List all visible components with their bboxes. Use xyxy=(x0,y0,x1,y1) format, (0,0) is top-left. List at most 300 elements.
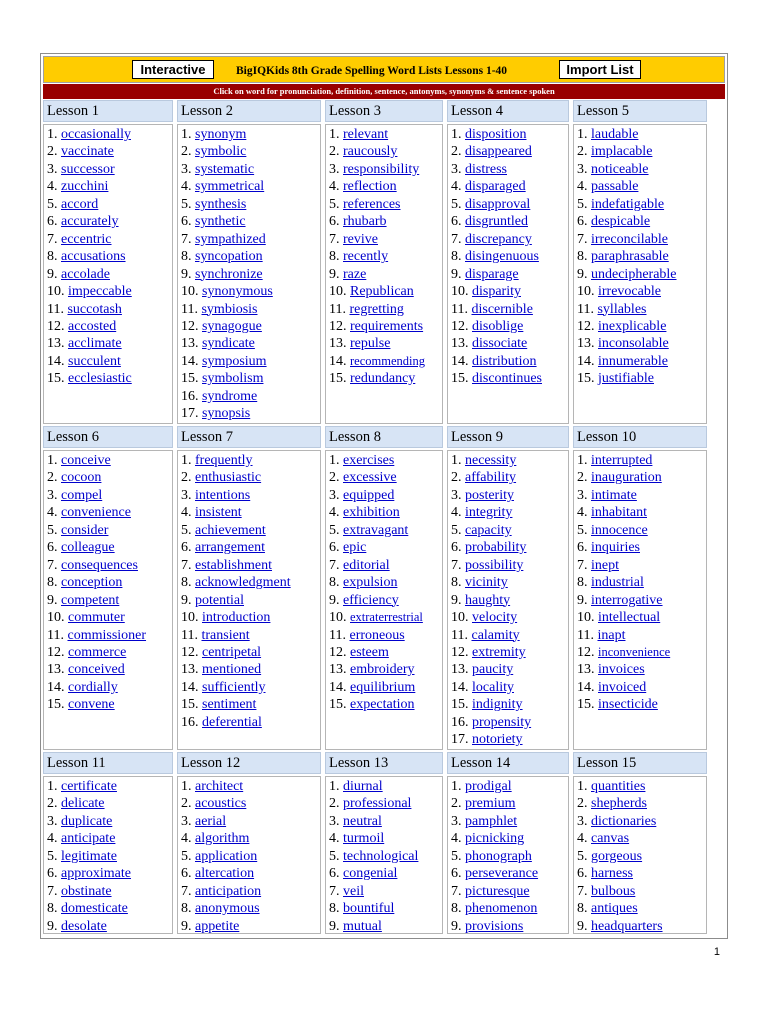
word-number: 7. xyxy=(47,231,61,247)
spelling-word-link[interactable]: bountiful xyxy=(343,901,395,917)
spelling-word-link[interactable]: deferential xyxy=(202,714,262,730)
spelling-word-link[interactable]: interrogative xyxy=(591,592,663,608)
spelling-word-link[interactable]: invoices xyxy=(598,662,645,678)
word-number: 2. xyxy=(47,470,61,486)
spelling-word-link[interactable]: potential xyxy=(195,592,244,608)
spelling-word-link[interactable]: anticipate xyxy=(61,831,116,847)
spelling-word-link[interactable]: inquiries xyxy=(591,540,640,556)
word-number: 9. xyxy=(181,266,195,282)
spelling-word-link[interactable]: expectation xyxy=(350,697,415,713)
spelling-word-link[interactable]: esteem xyxy=(350,644,389,660)
spelling-word-link[interactable]: distribution xyxy=(472,353,537,369)
spelling-word-link[interactable]: intentions xyxy=(195,487,251,503)
word-number: 11. xyxy=(181,627,202,643)
spelling-word-link[interactable]: accord xyxy=(61,196,99,212)
import-list-button[interactable]: Import List xyxy=(559,60,641,79)
word-list-item xyxy=(451,178,526,195)
spelling-word-link[interactable]: sufficiently xyxy=(202,679,266,695)
word-list-item xyxy=(181,696,256,713)
spelling-word-link[interactable]: innumerable xyxy=(598,353,668,369)
spelling-word-link[interactable]: acclimate xyxy=(68,336,122,352)
spelling-word-link[interactable]: probability xyxy=(465,540,527,556)
spelling-word-link[interactable]: symposium xyxy=(202,353,267,369)
spelling-word-link[interactable]: consequences xyxy=(61,557,138,573)
spelling-word-link[interactable]: disposition xyxy=(465,127,527,142)
word-number: 15. xyxy=(47,697,68,713)
spelling-word-link[interactable]: epic xyxy=(343,540,367,556)
spelling-word-link[interactable]: altercation xyxy=(195,866,255,882)
word-list-item xyxy=(577,848,642,865)
word-list-item xyxy=(47,126,131,143)
word-list-item xyxy=(329,883,364,900)
spelling-word-link[interactable]: inconsolable xyxy=(598,336,669,352)
spelling-word-link[interactable]: introduction xyxy=(202,610,271,626)
spelling-word-link[interactable]: mutual xyxy=(343,918,382,934)
spelling-word-link[interactable]: synthesis xyxy=(195,196,247,212)
spelling-word-link[interactable]: exercises xyxy=(343,453,395,468)
spelling-word-link[interactable]: intellectual xyxy=(598,610,661,626)
spelling-word-link[interactable]: propensity xyxy=(472,714,532,730)
spelling-word-link[interactable]: establishment xyxy=(195,557,272,573)
spelling-word-link[interactable]: distress xyxy=(465,161,507,177)
word-list-item xyxy=(181,452,253,469)
lesson-word-list xyxy=(177,450,321,750)
word-list-item xyxy=(181,266,263,283)
spelling-word-link[interactable]: commerce xyxy=(68,644,127,660)
spelling-word-link[interactable]: phenomenon xyxy=(465,901,538,917)
spelling-word-link[interactable]: Republican xyxy=(350,284,414,300)
spelling-word-link[interactable]: phonograph xyxy=(465,848,532,864)
spelling-word-link[interactable]: responsibility xyxy=(343,161,420,177)
spelling-word-link[interactable]: rhubarb xyxy=(343,214,387,230)
word-list-item xyxy=(451,283,521,300)
word-number: 8. xyxy=(329,901,343,917)
spelling-word-link[interactable]: competent xyxy=(61,592,120,608)
spelling-word-link[interactable]: successor xyxy=(61,161,115,177)
spelling-word-link[interactable]: colleague xyxy=(61,540,115,556)
spelling-word-link[interactable]: arrangement xyxy=(195,540,265,556)
spelling-word-link[interactable]: anticipation xyxy=(195,883,262,899)
spelling-word-link[interactable]: discernible xyxy=(471,301,533,317)
spelling-word-link[interactable]: compel xyxy=(61,487,103,503)
spelling-word-link[interactable]: relevant xyxy=(343,127,389,142)
word-number: 14. xyxy=(47,679,68,695)
spelling-word-link[interactable]: interrupted xyxy=(591,453,653,468)
word-number: 7. xyxy=(329,883,343,899)
word-number: 1. xyxy=(181,127,195,142)
spelling-word-link[interactable]: antiques xyxy=(591,901,638,917)
spelling-word-link[interactable]: indignity xyxy=(472,697,523,713)
spelling-word-link[interactable]: symbolism xyxy=(202,371,264,387)
word-list-item xyxy=(577,696,658,713)
word-number: 13. xyxy=(181,662,202,678)
spelling-word-link[interactable]: veil xyxy=(343,883,364,899)
spelling-word-link[interactable]: disgruntled xyxy=(465,214,528,230)
spelling-word-link[interactable]: conception xyxy=(61,575,123,591)
spelling-word-link[interactable]: equilibrium xyxy=(350,679,416,695)
spelling-word-link[interactable]: posterity xyxy=(465,487,514,503)
spelling-word-link[interactable]: frequently xyxy=(195,453,253,468)
word-list-item xyxy=(451,557,523,574)
word-list-item xyxy=(329,318,423,335)
spelling-word-link[interactable]: synchronize xyxy=(195,266,263,282)
word-list-item xyxy=(47,778,117,795)
word-number: 12. xyxy=(329,644,350,660)
spelling-word-link[interactable]: discrepancy xyxy=(465,231,532,247)
spelling-word-link[interactable]: haughty xyxy=(465,592,511,608)
word-number: 9. xyxy=(47,918,61,934)
word-number: 4. xyxy=(577,505,591,521)
spelling-word-link[interactable]: extravagant xyxy=(343,522,409,538)
lesson-word-list xyxy=(43,450,173,750)
word-list-item xyxy=(451,522,512,539)
spelling-word-link[interactable]: professional xyxy=(343,796,412,812)
word-number: 9. xyxy=(329,592,343,608)
word-number: 2. xyxy=(181,144,195,160)
word-number: 7. xyxy=(47,883,61,899)
spelling-word-link[interactable]: revive xyxy=(343,231,378,247)
spelling-word-link[interactable]: harness xyxy=(591,866,633,882)
spelling-word-link[interactable]: dictionaries xyxy=(591,813,657,829)
spelling-word-link[interactable]: extraterrestrial xyxy=(350,610,423,625)
spelling-word-link[interactable]: disparaged xyxy=(465,179,526,195)
spelling-word-link[interactable]: locality xyxy=(472,679,514,695)
spelling-word-link[interactable]: vicinity xyxy=(465,575,508,591)
spelling-word-link[interactable]: disingenuous xyxy=(465,249,539,265)
spelling-word-link[interactable]: irrevocable xyxy=(598,284,661,300)
spelling-word-link[interactable]: syncopation xyxy=(195,249,263,265)
spelling-word-link[interactable]: delicate xyxy=(61,796,105,812)
word-list-item xyxy=(329,661,415,678)
spelling-word-link[interactable]: legitimate xyxy=(61,848,117,864)
spelling-word-link[interactable]: zucchini xyxy=(61,179,109,195)
spelling-word-link[interactable]: innocence xyxy=(591,522,648,538)
spelling-word-link[interactable]: industrial xyxy=(591,575,644,591)
spelling-word-link[interactable]: acknowledgment xyxy=(195,575,291,591)
spelling-word-link[interactable]: necessity xyxy=(465,453,517,468)
lesson-word-list xyxy=(325,776,443,934)
word-list-item xyxy=(329,469,397,486)
word-list-item xyxy=(181,795,246,812)
spelling-word-link[interactable]: capacity xyxy=(465,522,512,538)
spelling-word-link[interactable]: enthusiastic xyxy=(195,470,262,486)
word-number: 1. xyxy=(451,779,465,794)
word-list-item xyxy=(181,161,254,178)
word-list-item xyxy=(181,504,242,521)
spelling-word-link[interactable]: possibility xyxy=(465,557,524,573)
spelling-word-link[interactable]: impeccable xyxy=(68,284,132,300)
spelling-word-link[interactable]: prodigal xyxy=(465,779,512,794)
spelling-word-link[interactable]: achievement xyxy=(195,522,266,538)
spelling-word-link[interactable]: inhabitant xyxy=(591,505,647,521)
word-number: 11. xyxy=(577,301,598,317)
spelling-word-link[interactable]: accosted xyxy=(68,318,117,334)
spelling-word-link[interactable]: expulsion xyxy=(343,575,398,591)
word-number: 4. xyxy=(47,505,61,521)
word-list-item xyxy=(329,196,401,213)
word-list-item xyxy=(181,830,249,847)
word-list-item xyxy=(181,248,263,265)
spelling-word-link[interactable]: inauguration xyxy=(591,470,662,486)
spelling-word-link[interactable]: intimate xyxy=(591,487,637,503)
word-number: 9. xyxy=(329,918,343,934)
spelling-word-link[interactable]: justifiable xyxy=(598,371,654,387)
spelling-word-link[interactable]: accurately xyxy=(61,214,119,230)
word-number: 9. xyxy=(47,592,61,608)
spelling-word-link[interactable]: headquarters xyxy=(591,918,663,934)
spelling-word-link[interactable]: mentioned xyxy=(202,662,262,678)
word-number: 7. xyxy=(329,231,343,247)
spelling-word-link[interactable]: centripetal xyxy=(202,644,262,660)
spelling-word-link[interactable]: picnicking xyxy=(465,831,525,847)
word-list-item xyxy=(47,353,121,370)
word-number: 2. xyxy=(329,144,343,160)
word-list-item xyxy=(181,318,262,335)
spelling-word-link[interactable]: inexplicable xyxy=(598,318,667,334)
spelling-word-link[interactable]: disparity xyxy=(472,284,521,300)
spelling-word-link[interactable]: picturesque xyxy=(465,883,530,899)
word-list-item xyxy=(329,848,418,865)
spelling-word-link[interactable]: requirements xyxy=(350,318,424,334)
spelling-word-link[interactable]: regretting xyxy=(349,301,404,317)
word-list-item xyxy=(47,696,115,713)
spelling-word-link[interactable]: insecticide xyxy=(598,697,658,713)
word-number: 8. xyxy=(451,901,465,917)
spelling-word-link[interactable]: anonymous xyxy=(195,901,260,917)
spelling-word-link[interactable]: transient xyxy=(201,627,250,643)
spelling-word-link[interactable]: quantities xyxy=(591,779,646,794)
spelling-word-link[interactable]: exhibition xyxy=(343,505,400,521)
spelling-word-link[interactable]: discontinues xyxy=(472,371,542,387)
spelling-word-link[interactable]: approximate xyxy=(61,866,131,882)
spelling-word-link[interactable]: neutral xyxy=(343,813,382,829)
spelling-word-link[interactable]: vaccinate xyxy=(61,144,114,160)
spelling-word-link[interactable]: succulent xyxy=(68,353,121,369)
word-list-item xyxy=(47,301,122,318)
word-number: 14. xyxy=(329,353,350,369)
word-list-item xyxy=(451,883,530,900)
spelling-word-link[interactable]: symbiosis xyxy=(201,301,258,317)
spelling-word-link[interactable]: canvas xyxy=(591,831,630,847)
spelling-word-link[interactable]: excessive xyxy=(343,470,397,486)
spelling-word-link[interactable]: certificate xyxy=(61,779,117,794)
word-list-item xyxy=(181,126,246,143)
spelling-word-link[interactable]: integrity xyxy=(465,505,513,521)
word-list-item xyxy=(451,813,517,830)
spelling-word-link[interactable]: symmetrical xyxy=(195,179,265,195)
spelling-word-link[interactable]: synopsis xyxy=(202,406,251,422)
spelling-word-link[interactable]: provisions xyxy=(465,918,524,934)
spelling-word-link[interactable]: disoblige xyxy=(472,318,524,334)
spelling-word-link[interactable]: bulbous xyxy=(591,883,636,899)
word-list-item xyxy=(329,231,378,248)
spelling-word-link[interactable]: synthetic xyxy=(195,214,246,230)
spelling-word-link[interactable]: pamphlet xyxy=(465,813,518,829)
spelling-word-link[interactable]: sentiment xyxy=(202,697,257,713)
spelling-word-link[interactable]: domesticate xyxy=(61,901,128,917)
word-number: 15. xyxy=(47,371,68,387)
spelling-word-link[interactable]: recommending xyxy=(350,353,425,368)
spelling-word-link[interactable]: syndicate xyxy=(202,336,255,352)
word-list-item xyxy=(577,539,640,556)
spelling-word-link[interactable]: cordially xyxy=(68,679,118,695)
spelling-word-link[interactable]: calamity xyxy=(471,627,520,643)
spelling-word-link[interactable]: extremity xyxy=(472,644,526,660)
spelling-word-link[interactable]: systematic xyxy=(195,161,255,177)
spelling-word-link[interactable]: laudable xyxy=(591,127,639,142)
word-list-item xyxy=(451,848,532,865)
lesson-header: Lesson 7 xyxy=(177,426,321,448)
spelling-word-link[interactable]: raze xyxy=(343,266,367,282)
spelling-word-link[interactable]: duplicate xyxy=(61,813,113,829)
spelling-word-link[interactable]: implacable xyxy=(591,144,653,160)
spelling-word-link[interactable]: succotash xyxy=(67,301,122,317)
spelling-word-link[interactable]: equipped xyxy=(343,487,395,503)
spelling-word-link[interactable]: redundancy xyxy=(350,371,416,387)
word-number: 9. xyxy=(577,266,591,282)
word-list-item xyxy=(451,213,528,230)
spelling-word-link[interactable]: symbolic xyxy=(195,144,247,160)
lesson-word-list xyxy=(43,776,173,934)
spelling-word-link[interactable]: affability xyxy=(465,470,517,486)
word-list-item xyxy=(47,370,132,387)
spelling-word-link[interactable]: reflection xyxy=(343,179,397,195)
word-list-item xyxy=(577,918,663,935)
word-list-item xyxy=(329,900,394,917)
spelling-word-link[interactable]: notoriety xyxy=(472,732,523,748)
spelling-word-link[interactable]: architect xyxy=(195,779,244,794)
word-list-item xyxy=(577,283,661,300)
spelling-word-link[interactable]: syndrome xyxy=(202,388,258,404)
spelling-word-link[interactable]: disappeared xyxy=(465,144,532,160)
word-list-item xyxy=(577,178,638,195)
word-list-item xyxy=(451,731,523,748)
spelling-word-link[interactable]: erroneous xyxy=(349,627,405,643)
spelling-word-link[interactable]: despicable xyxy=(591,214,651,230)
spelling-word-link[interactable]: paucity xyxy=(472,662,514,678)
spelling-word-link[interactable]: obstinate xyxy=(61,883,112,899)
spelling-word-link[interactable]: raucously xyxy=(343,144,398,160)
spelling-word-link[interactable]: insistent xyxy=(195,505,242,521)
word-list-item xyxy=(181,487,250,504)
word-list-item xyxy=(451,830,524,847)
word-list-item xyxy=(329,301,404,318)
spelling-word-link[interactable]: commissioner xyxy=(67,627,147,643)
spelling-word-link[interactable]: conceived xyxy=(68,662,125,678)
spelling-word-link[interactable]: conceive xyxy=(61,453,111,468)
word-number: 5. xyxy=(577,522,591,538)
spelling-word-link[interactable]: irreconcilable xyxy=(591,231,668,247)
spelling-word-link[interactable]: premium xyxy=(465,796,516,812)
spelling-word-link[interactable]: noticeable xyxy=(591,161,649,177)
spelling-word-link[interactable]: accusations xyxy=(61,249,126,265)
spelling-word-link[interactable]: turmoil xyxy=(343,831,385,847)
spelling-word-link[interactable]: eccentric xyxy=(61,231,112,247)
spelling-word-link[interactable]: synagogue xyxy=(202,318,262,334)
interactive-button[interactable]: Interactive xyxy=(132,60,214,79)
spelling-word-link[interactable]: convene xyxy=(68,697,115,713)
word-number: 11. xyxy=(329,301,350,317)
spelling-word-link[interactable]: velocity xyxy=(472,610,518,626)
spelling-word-link[interactable]: aerial xyxy=(195,813,227,829)
word-number: 1. xyxy=(329,127,343,142)
spelling-word-link[interactable]: sympathized xyxy=(195,231,266,247)
spelling-word-link[interactable]: perseverance xyxy=(465,866,539,882)
word-number: 6. xyxy=(181,540,195,556)
spelling-word-link[interactable]: cocoon xyxy=(61,470,102,486)
spelling-word-link[interactable]: occasionally xyxy=(61,127,131,142)
spelling-word-link[interactable]: syllables xyxy=(597,301,647,317)
spelling-word-link[interactable]: references xyxy=(343,196,401,212)
word-number: 6. xyxy=(329,866,343,882)
word-list-item xyxy=(181,196,246,213)
word-list-item xyxy=(329,830,384,847)
spelling-word-link[interactable]: diurnal xyxy=(343,779,383,794)
word-number: 9. xyxy=(451,266,465,282)
spelling-word-link[interactable]: synonym xyxy=(195,127,247,142)
spelling-word-link[interactable]: consider xyxy=(61,522,109,538)
word-list-item xyxy=(47,213,119,230)
spelling-word-link[interactable]: editorial xyxy=(343,557,390,573)
word-number: 1. xyxy=(577,779,591,794)
spelling-word-link[interactable]: appetite xyxy=(195,918,240,934)
spelling-word-link[interactable]: recently xyxy=(343,249,389,265)
spelling-word-link[interactable]: undecipherable xyxy=(591,266,677,282)
spelling-word-link[interactable]: embroidery xyxy=(350,662,415,678)
spelling-word-link[interactable]: repulse xyxy=(350,336,391,352)
spelling-word-link[interactable]: disapproval xyxy=(465,196,531,212)
spelling-word-link[interactable]: ecclesiastic xyxy=(68,371,132,387)
word-list-item xyxy=(577,883,635,900)
spelling-word-link[interactable]: commuter xyxy=(68,610,125,626)
spelling-word-link[interactable]: invoiced xyxy=(598,679,647,695)
spelling-word-link[interactable]: disparage xyxy=(465,266,519,282)
spelling-word-link[interactable]: congenial xyxy=(343,866,398,882)
spelling-word-link[interactable]: acoustics xyxy=(195,796,247,812)
spelling-word-link[interactable]: application xyxy=(195,848,258,864)
word-number: 12. xyxy=(181,644,202,660)
spelling-word-link[interactable]: efficiency xyxy=(343,592,399,608)
spelling-word-link[interactable]: dissociate xyxy=(472,336,528,352)
word-list-item xyxy=(181,539,265,556)
spelling-word-link[interactable]: algorithm xyxy=(195,831,250,847)
lesson-word-list xyxy=(573,124,707,424)
word-number: 13. xyxy=(577,662,598,678)
word-list-item xyxy=(329,353,425,370)
spelling-word-link[interactable]: indefatigable xyxy=(591,196,665,212)
spelling-word-link[interactable]: inconvenience xyxy=(598,644,671,659)
spelling-word-link[interactable]: synonymous xyxy=(202,284,273,300)
word-number: 11. xyxy=(47,301,68,317)
spelling-word-link[interactable]: passable xyxy=(591,179,639,195)
word-number: 17. xyxy=(181,406,202,422)
word-list-item xyxy=(47,539,115,556)
spelling-word-link[interactable]: desolate xyxy=(61,918,107,934)
word-number: 12. xyxy=(577,644,598,660)
spelling-word-link[interactable]: technological xyxy=(343,848,419,864)
spelling-word-link[interactable]: paraphrasable xyxy=(591,249,669,265)
spelling-word-link[interactable]: convenience xyxy=(61,505,131,521)
lesson-header: Lesson 1 xyxy=(43,100,173,122)
word-list-item xyxy=(181,353,267,370)
spelling-word-link[interactable]: gorgeous xyxy=(591,848,643,864)
word-number: 6. xyxy=(47,214,61,230)
spelling-word-link[interactable]: shepherds xyxy=(591,796,647,812)
spelling-word-link[interactable]: inept xyxy=(591,557,619,573)
spelling-word-link[interactable]: accolade xyxy=(61,266,110,282)
lesson-word-list xyxy=(325,124,443,424)
spelling-word-link[interactable]: inapt xyxy=(597,627,626,643)
